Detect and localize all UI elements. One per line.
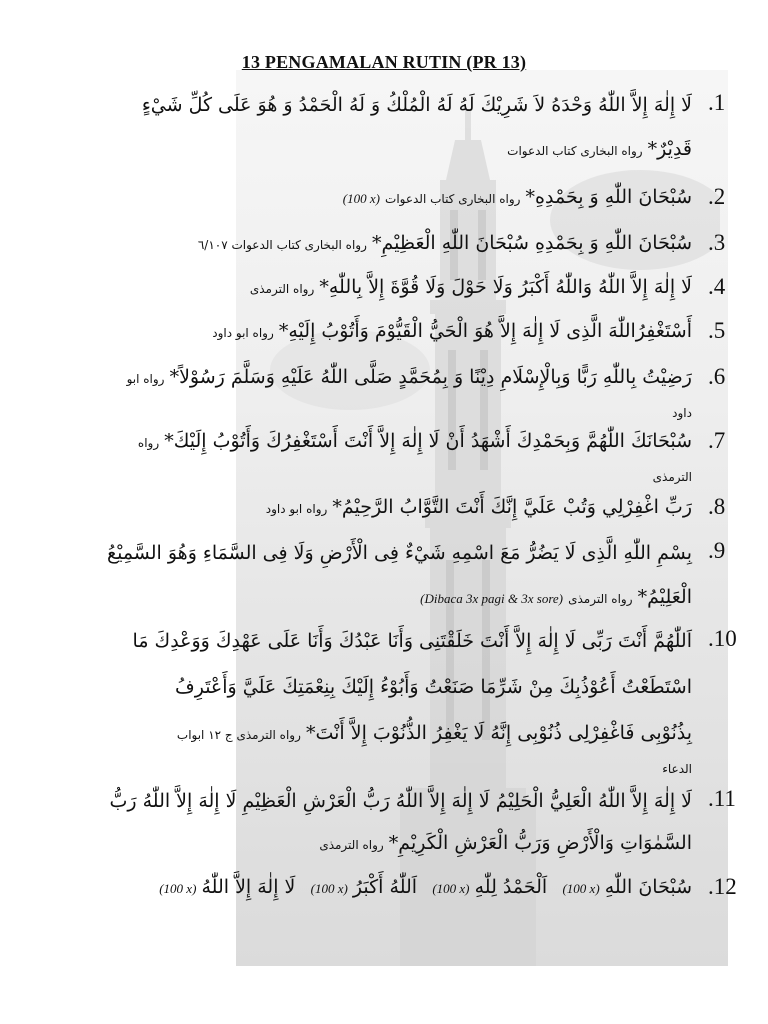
arabic-text: سُبْحَانَ اللّٰهِ وَ بِحَمْدِهِ*: [525, 186, 692, 208]
item-text: [198, 232, 692, 254]
list-item: [40, 90, 740, 170]
item-number: .9: [708, 538, 726, 563]
source-reference: داود: [672, 406, 692, 420]
repeat-count: (100 x): [310, 881, 348, 896]
list-item: [40, 364, 740, 424]
arabic-text: رَبِّ اغْفِرْلِي وَتُبْ عَلَيَّ إِنَّكَ أَنْتَ التَّوَّابُ الرَّحِيْمُ*: [332, 496, 692, 518]
item-number: .3: [708, 230, 726, 255]
source-reference: رواه البخارى كتاب الدعوات: [507, 144, 643, 158]
source-reference: رواه البخارى كتاب الدعوات ٦/١٠٧: [197, 238, 367, 252]
source-reference: الترمذى: [652, 470, 692, 484]
arabic-text: سُبْحَانَ اللّٰهِ وَ بِحَمْدِهِ سُبْحَانَ اللّٰهِ الْعَظِيْمِ*: [372, 232, 692, 254]
source-reference: رواه الترمذى ج ١٢ ابواب: [176, 728, 301, 742]
source-reference: رواه: [137, 436, 160, 450]
arabic-text: لَا إِلٰهَ إِلاَّ اللّٰهُ وَحْدَهُ لاَ شَرِيْكَ لَهُ لَهُ الْمُلْكُ وَ لَهُ الْحَمْدُ وَ هُوَ عَلَى كُلِّ شَيْءٍ: [141, 94, 692, 116]
arabic-text: اَلْحَمْدُ لِلّٰهِ: [474, 876, 548, 898]
item-number: .11: [708, 786, 736, 811]
item-number: .10: [708, 626, 737, 651]
item-number: .2: [708, 184, 726, 209]
source-reference: الدعاء: [662, 762, 692, 776]
item-number: .5: [708, 318, 726, 343]
item-text: [133, 630, 692, 652]
item-number: .4: [708, 274, 726, 299]
item-number: .8: [708, 494, 726, 519]
item-text: [159, 876, 692, 898]
item-text: [109, 790, 692, 812]
item-text: [653, 466, 692, 485]
arabic-text: أَسْتَغْفِرُاللّٰهَ الَّذِى لَا إِلٰهَ إِلاَّ هُوَ الْحَيُّ الْقَيُّوْمَ وَأَتُوْبُ إِلَيْهِ*: [278, 320, 692, 342]
item-number: .6: [708, 364, 726, 389]
item-text: [250, 276, 692, 298]
source-reference: رواه الترمذى: [249, 282, 315, 296]
list-item: [40, 538, 740, 618]
arabic-text: بِذُنُوْبِى فَاغْفِرْلِى ذُنُوْبِى إِنَّهُ لَا يَغْفِرُ الذُّنُوْبَ إِلاَّ أَنْتَ*: [305, 722, 692, 744]
item-text: [507, 138, 692, 160]
repeat-count: (100 x): [562, 881, 600, 896]
arabic-text: بِسْمِ اللّٰهِ الَّذِى لَا يَضُرُّ مَعَ اسْمِهِ شَيْءٌ فِى الْأَرْضِ وَلَا فِى السَّمَاءِ وَهُوَ السَّمِيْعُ: [106, 542, 692, 564]
repeat-count: (100 x): [432, 881, 470, 896]
item-text: [319, 832, 692, 854]
arabic-text: رَضِيْتُ بِاللّٰهِ رَبًّا وَبِالْإِسْلَامِ دِيْنًا وَ بِمُحَمَّدٍ صَلَّى اللّٰهُ عَلَيْهِ وَسَلَّمَ رَسُوْلاً*: [169, 366, 692, 388]
item-number: .7: [708, 428, 726, 453]
list-item: [40, 786, 740, 866]
arabic-text: اَللّٰهُ أَكْبَرُ: [352, 876, 418, 898]
arabic-text: سُبْحَانَ اللّٰهِ: [604, 876, 692, 898]
arabic-text: الْعَلِيْمُ*: [637, 586, 692, 608]
item-text: [175, 676, 692, 698]
arabic-text: لَا إِلٰهَ إِلاَّ اللّٰهُ الْعَلِيُّ الْحَلِيْمُ لَا إِلٰهَ إِلاَّ اللّٰهُ رَبُّ الْعَرْشِ الْعَظِيْمِ لَا إِلٰهَ إِلاَّ اللّٰهُ رَبُّ: [109, 790, 692, 812]
item-text: [343, 186, 692, 208]
item-text: [107, 542, 692, 564]
repeat-count: (100 x): [159, 881, 197, 896]
source-reference: رواه ابو داود: [265, 502, 328, 516]
note-text: (Dibaca 3x pagi & 3x sore): [420, 591, 564, 606]
source-reference: رواه ابو: [126, 372, 165, 386]
arabic-text: لَا إِلٰهَ إِلاَّ اللّٰهُ وَاللّٰهُ أَكْبَرُ وَلَا حَوْلَ وَلَا قُوَّةَ إِلاَّ بِاللّٰهِ*: [319, 276, 692, 298]
arabic-text: اسْتَطَعْتُ أَعُوْذُبِكَ مِنْ شَرِّمَا صَنَعْتُ وَأَبُوْءُ إِلَيْكَ بِنِعْمَتِكَ عَلَيَّ وَأَعْتَرِفُ: [175, 676, 692, 698]
arabic-text: قَدِيْرٌ*: [647, 138, 692, 160]
arabic-text: سُبْحَانَكَ اللّٰهُمَّ وَبِحَمْدِكَ أَشْهَدُ أَنْ لَا إِلٰهَ إِلاَّ أَنْتَ أَسْتَغْفِرُكَ وَأَتُوْبُ إِلَيْكَ*: [164, 430, 692, 452]
page-title: 13 PENGAMALAN RUTIN (PR 13): [241, 52, 527, 72]
item-text: [672, 402, 692, 421]
item-text: [127, 366, 692, 388]
list-item: [40, 428, 740, 488]
item-text: [266, 496, 692, 518]
source-reference: رواه الترمذى: [319, 838, 384, 852]
source-reference: رواه الترمذى: [568, 592, 633, 606]
arabic-text: السَّمٰوَاتِ وَالْأَرْضِ وَرَبُّ الْعَرْشِ الْكَرِيْمِ*: [388, 832, 692, 854]
list-item: [40, 626, 740, 776]
item-number: .1: [708, 90, 726, 115]
item-text: [212, 320, 692, 342]
source-reference: رواه ابو داود: [212, 326, 274, 340]
arabic-text: اَللّٰهُمَّ أَنْتَ رَبِّى لَا إِلٰهَ إِلاَّ أَنْتَ خَلَقْتَنِى وَأَنَا عَبْدُكَ وَأَنَا عَلَى عَهْدِكَ وَوَعْدِكَ مَا: [132, 630, 692, 652]
repeat-count: (100 x): [342, 191, 380, 206]
source-reference: رواه البخارى كتاب الدعوات: [385, 192, 521, 206]
arabic-text: لَا إِلٰهَ إِلاَّ اللّٰهُ: [201, 876, 296, 898]
item-number: .12: [708, 874, 737, 899]
item-text: [420, 586, 692, 608]
item-text: [662, 758, 692, 777]
item-text: [177, 722, 692, 744]
item-text: [138, 430, 692, 452]
item-text: [142, 94, 692, 116]
